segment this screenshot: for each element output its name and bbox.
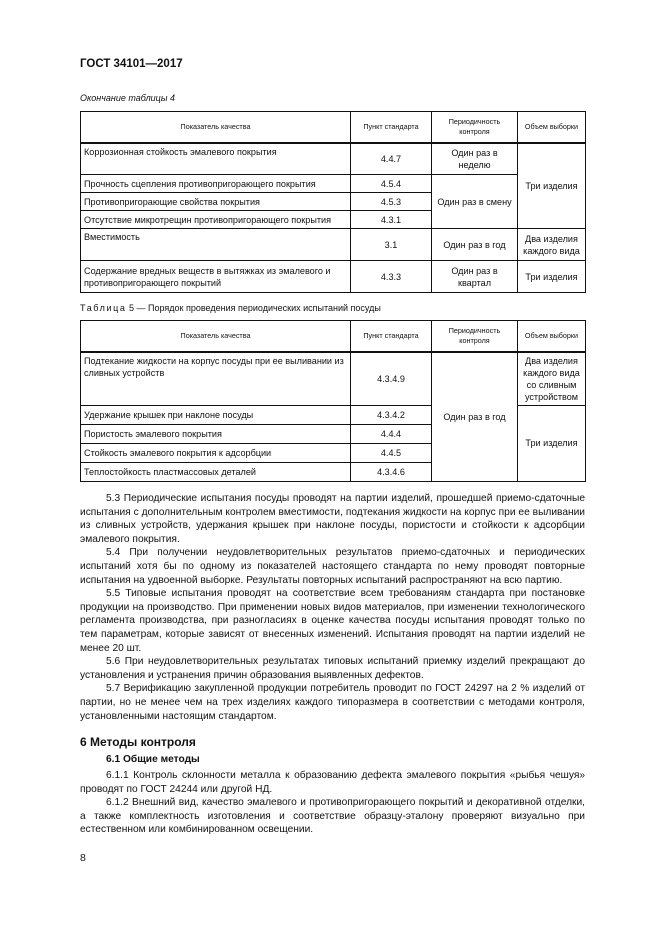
row-sample: Три изделия <box>518 261 586 293</box>
sample-three-items: Три изделия <box>518 405 586 481</box>
row-clause: 4.3.3 <box>351 261 432 293</box>
row-indicator: Пористость эмалевого покрытия <box>81 424 351 443</box>
row-clause: 4.3.4.9 <box>351 352 432 406</box>
table4-caption: Окончание таблицы 4 <box>80 93 175 103</box>
table-row <box>81 143 586 175</box>
row-indicator: Содержание вредных веществ в вытяжках из эмалевого и противопригорающего покрытий <box>81 261 351 293</box>
table-row <box>81 229 586 261</box>
table5-caption-label: Таблица <box>80 303 127 313</box>
table-header-row <box>81 321 586 352</box>
row-sample: Два изделия каждого вида <box>518 229 586 261</box>
row-periodicity: Один раз в неделю <box>432 143 518 175</box>
header-sample: Объем выборки <box>518 112 586 143</box>
row-indicator: Вместимость <box>81 229 351 261</box>
subsection-6-1-title: 6.1 Общие методы <box>106 754 200 766</box>
document-header: ГОСТ 34101—2017 <box>80 58 183 70</box>
table-row <box>81 175 586 193</box>
table-4 <box>80 111 586 293</box>
row-clause: 4.5.3 <box>351 193 432 211</box>
header-periodicity: Периодичность контроля <box>432 112 518 143</box>
paragraph-6-1-2: 6.1.2 Внешний вид, качество эмалевого и противопригорающего покрытий и декоративной отделки, а также комплектность изготовления и соответствие образцу-эталону проверяют визуально при естественном или комбинированном освещении. <box>80 797 585 836</box>
header-sample: Объем выборки <box>518 321 586 352</box>
row-clause: 4.3.1 <box>351 211 432 229</box>
row-clause: 4.4.5 <box>351 443 432 462</box>
periodicity-once-a-year: Один раз в год <box>432 352 518 482</box>
row-indicator: Прочность сцепления противопригорающего покрытия <box>81 175 351 193</box>
sample-three-items: Три изделия <box>518 143 586 229</box>
header-clause: Пункт стандарта <box>351 321 432 352</box>
header-indicator: Показатель качества <box>81 321 351 352</box>
table-row <box>81 352 586 406</box>
body-text <box>80 492 585 837</box>
row-periodicity: Один раз в квартал <box>432 261 518 293</box>
row-indicator: Удержание крышек при наклоне посуды <box>81 405 351 424</box>
paragraph-5-3: 5.3 Периодические испытания посуды проводят на партии изделий, прошедшей приемо-сдаточные испытания с дополнительным контролем вместимости, подтекания жидкости на корпус при ее выливании из сливных устройств, удержания крышек при наклоне посуды, пористости и стойкости к адсорбции эмалевого покрытия. <box>80 493 585 545</box>
row-indicator: Отсутствие микротрещин противопригорающего покрытия <box>81 211 351 229</box>
table5-caption-text: 5 — Порядок проведения периодических испытаний посуды <box>129 303 381 313</box>
row-indicator: Стойкость эмалевого покрытия к адсорбции <box>81 443 351 462</box>
paragraph-5-4: 5.4 При получении неудовлетворительных результатов приемо-сдаточных и периодических испытаний хотя бы по одному из показателей настоящего стандарта по нему проводят повторные испытания на удвоенной выборке. Результаты повторных испытаний распространяют на всю партию. <box>80 547 585 586</box>
header-clause: Пункт стандарта <box>351 112 432 143</box>
periodicity-per-shift: Один раз в смену <box>432 175 518 229</box>
row-clause: 4.4.4 <box>351 424 432 443</box>
row-indicator: Подтекание жидкости на корпус посуды при ее выливании из сливных устройств <box>81 352 351 406</box>
row-clause: 3.1 <box>351 229 432 261</box>
header-indicator: Показатель качества <box>81 112 351 143</box>
row-clause: 4.5.4 <box>351 175 432 193</box>
row-indicator: Противопригорающие свойства покрытия <box>81 193 351 211</box>
row-clause: 4.4.7 <box>351 143 432 175</box>
row-indicator: Теплостойкость пластмассовых деталей <box>81 462 351 481</box>
paragraph-5-7: 5.7 Верификацию закупленной продукции потребитель проводит по ГОСТ 24297 на 2 % изделий от партии, но не менее чем на трех изделиях каждого типоразмера в соответствии с методами контроля, установленными настоящим стандартом. <box>80 683 585 722</box>
row-clause: 4.3.4.2 <box>351 405 432 424</box>
paragraph-5-5: 5.5 Типовые испытания проводят на соответствие всем требованиям стандарта при постановке продукции на производство. При применении новых видов материалов, при изменении технологического регламента производства, при разногласиях в оценке качества посуды испытания проводят только по тем параметрам, которые зависят от внесенных изменений. Испытания проводят на партии изделий не менее 20 шт. <box>80 588 585 654</box>
page-number: 8 <box>80 852 86 864</box>
paragraph-5-6: 5.6 При неудовлетворительных результатах типовых испытаний приемку изделий прекращают до установления и устранения причин образования выявленных дефектов. <box>80 656 585 681</box>
header-periodicity: Периодичность контроля <box>432 321 518 352</box>
section-6-title: 6 Методы контроля <box>80 735 196 750</box>
table5-caption <box>80 303 381 313</box>
table-row <box>81 261 586 293</box>
table-5 <box>80 320 586 482</box>
row-indicator: Коррозионная стойкость эмалевого покрытия <box>81 143 351 175</box>
row-periodicity: Один раз в год <box>432 229 518 261</box>
table-header-row <box>81 112 586 143</box>
paragraph-6-1-1: 6.1.1 Контроль склонности металла к образованию дефекта эмалевого покрытия «рыбья чешуя» проводят по ГОСТ 24244 или другой НД. <box>80 770 585 795</box>
row-sample: Два изделия каждого вида со сливным устройством <box>518 352 586 406</box>
row-clause: 4.3.4.6 <box>351 462 432 481</box>
